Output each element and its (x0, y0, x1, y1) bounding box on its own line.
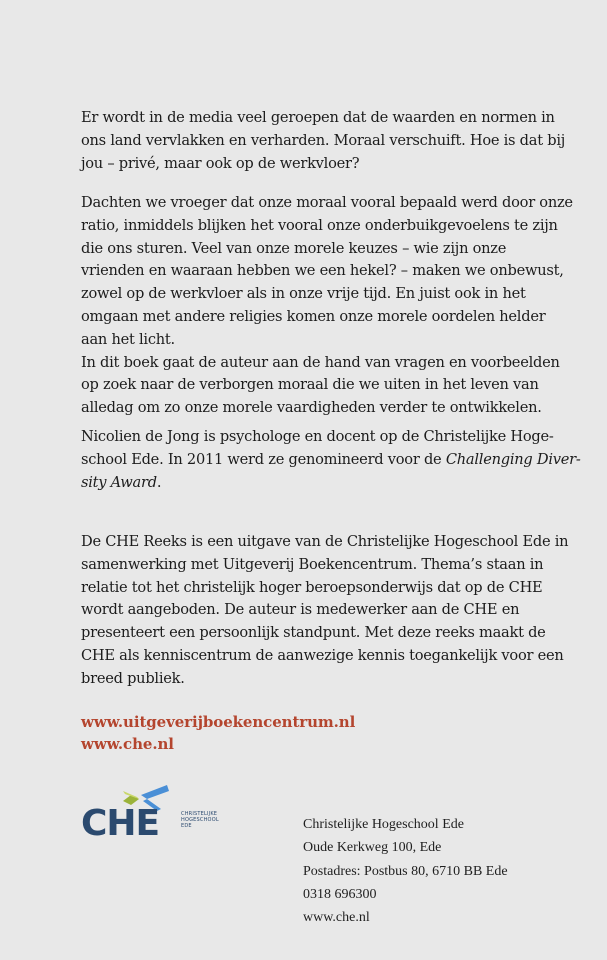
logo-wordmark: CHE (81, 803, 160, 844)
text-line: breed publiek. (81, 669, 185, 687)
text-line: op zoek naar de verborgen moraal die we uiten in het leven van (81, 376, 539, 394)
text-line: In dit boek gaat de auteur aan de hand van vragen en voorbeelden (81, 353, 560, 371)
postal-address: Postadres: Postbus 80, 6710 BB Ede (303, 863, 508, 879)
award-name: sity Award (81, 473, 157, 491)
street-address: Oude Kerkweg 100, Ede (303, 840, 442, 856)
series-paragraph (81, 531, 569, 691)
author-bio (81, 426, 581, 494)
text-line: vrienden en waaraan hebben we een hekel? – maken we onbewust, (81, 262, 564, 280)
text-line (81, 472, 561, 495)
text-line: samenwerking met Uitgeverij Boekencentrum. Thema’s staan in (81, 555, 544, 573)
text-line: zowel op de werkvloer als in onze vrije tijd. En juist ook in het (81, 285, 526, 303)
website-links (81, 711, 355, 755)
text-line: aan het licht. (81, 330, 175, 348)
address-website: www.che.nl (303, 910, 370, 926)
text-line: jou – privé, maar ook op de werkvloer? (81, 154, 360, 172)
text-line: alledag om zo onze morele vaardigheden verder te ontwikkelen. (81, 399, 542, 417)
publisher-website-link[interactable]: www.uitgeverijboekencentrum.nl (81, 713, 356, 731)
logo-subtitle (181, 811, 219, 829)
che-logo (81, 785, 219, 845)
text-line: presenteert een persoonlijk standpunt. Met deze reeks maakt de (81, 624, 546, 642)
text-line: CHE als kenniscentrum de aanwezige kennis toegankelijk voor een (81, 646, 564, 664)
text-line: Er wordt in de media veel geroepen dat de waarden en normen in (81, 109, 555, 126)
logo-subtitle-line: CHRISTELIJKE (181, 811, 218, 817)
text-line: die ons sturen. Veel van onze morele keuzes – wie zijn onze (81, 239, 507, 257)
intro-paragraph (81, 107, 566, 175)
text-line: relatie tot het christelijk hoger beroepsonderwijs dat op de CHE (81, 578, 543, 596)
phone-number: 0318 696300 (303, 886, 377, 902)
che-website-link[interactable]: www.che.nl (81, 735, 174, 753)
text-line: wordt aangeboden. De auteur is medewerker aan de CHE en (81, 601, 520, 619)
address-block (303, 813, 508, 929)
text-line (81, 449, 581, 472)
logo-subtitle-line: HOGESCHOOL (181, 817, 219, 823)
award-name: Challenging Diver- (445, 450, 581, 468)
text-fragment: school Ede. In 2011 werd ze genomineerd voor de (81, 450, 446, 468)
text-fragment: . (156, 473, 162, 491)
text-line: omgaan met andere religies komen onze morele oordelen helder (81, 307, 546, 325)
text-line: De CHE Reeks is een uitgave van de Christelijke Hogeschool Ede in (81, 533, 569, 550)
logo-subtitle-line: EDE (181, 823, 192, 829)
text-line: Nicolien de Jong is psychologe en docent op de Christelijke Hoge- (81, 428, 554, 445)
text-line: ons land vervlakken en verharden. Moraal verschuift. Hoe is dat bij (81, 131, 566, 149)
text-line: ratio, inmiddels blijken het vooral onze onderbuikgevoelens te zijn (81, 216, 558, 234)
institution-name: Christelijke Hogeschool Ede (303, 817, 464, 832)
text-line: Dachten we vroeger dat onze moraal vooral bepaald werd door onze (81, 194, 573, 211)
body-paragraph (81, 192, 573, 420)
